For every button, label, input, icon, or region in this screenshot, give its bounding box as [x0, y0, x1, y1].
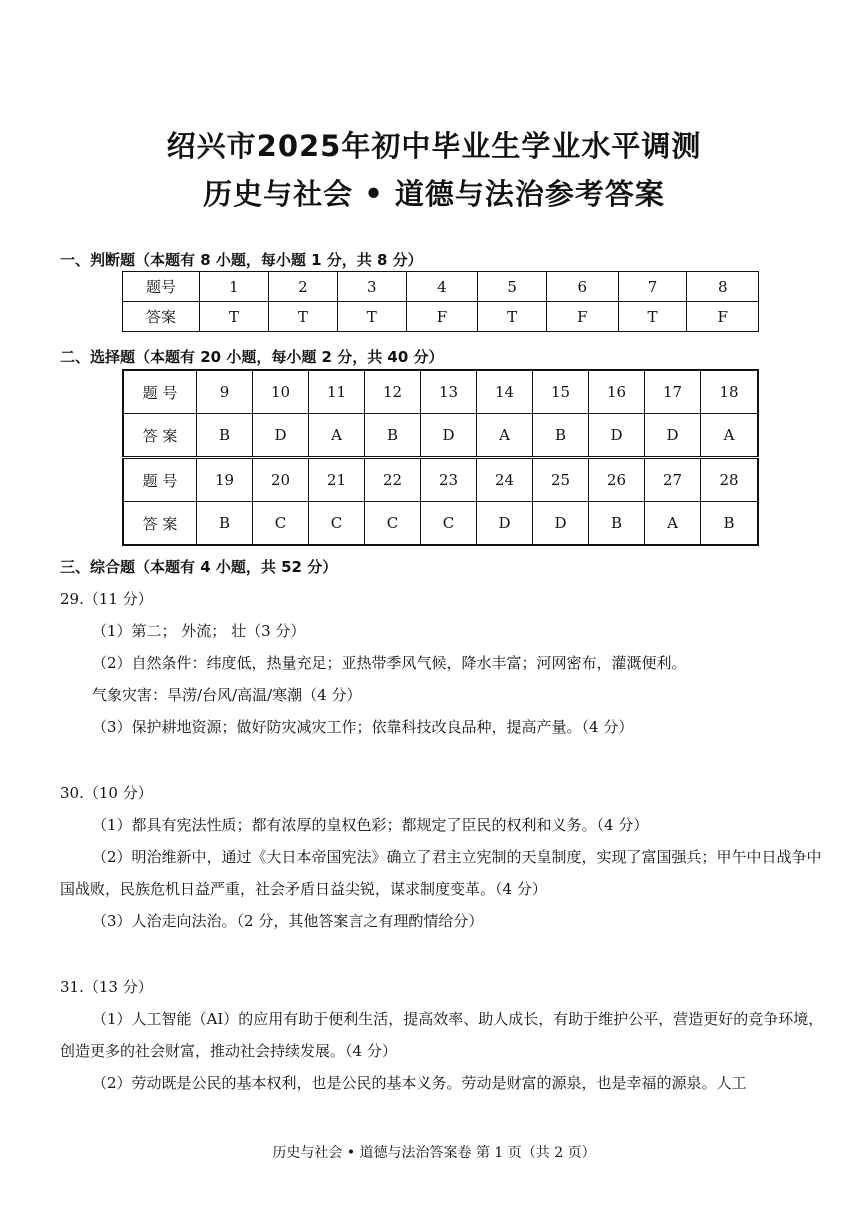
- document-title: 绍兴市2025年初中毕业生学业水平调测: [166, 129, 702, 163]
- answer-cell: B: [701, 502, 759, 546]
- question-number: 18: [701, 370, 759, 414]
- question-number: 16: [589, 370, 645, 414]
- question-number: 15: [533, 370, 589, 414]
- page-footer: 历史与社会 • 道德与法治答案卷 第 1 页（共 2 页）: [272, 1145, 596, 1161]
- row-label: 题 号: [123, 458, 197, 502]
- document-subtitle: 历史与社会 • 道德与法治参考答案: [203, 177, 665, 211]
- question-number: 6: [547, 272, 618, 302]
- question-29-part-3: （3）保护耕地资源；做好防灾减灾工作；依靠科技改良品种，提高产量。（4 分）: [92, 718, 634, 736]
- question-30-part-1: （1）都具有宪法性质；都有浓厚的皇权色彩；都规定了臣民的权利和义务。（4 分）: [92, 816, 649, 834]
- row-label: 题号: [123, 272, 200, 302]
- answer-cell: T: [200, 302, 269, 332]
- question-31-part-1: （1）人工智能（AI）的应用有助于便利生活，提高效率、助人成长，有助于维护公平，营造更好的竞争环境，创造更多的社会财富，推动社会持续发展。（4 分）: [60, 1010, 824, 1060]
- question-number: 12: [365, 370, 421, 414]
- question-number: 27: [645, 458, 701, 502]
- section3-heading: 三、综合题（本题有 4 小题，共 52 分）: [60, 558, 338, 576]
- question-31-heading: 31.（13 分）: [60, 978, 153, 996]
- answer-cell: B: [197, 502, 253, 546]
- answer-cell: D: [645, 414, 701, 458]
- true-false-answer-table: [122, 271, 759, 332]
- answer-cell: C: [421, 502, 477, 546]
- table-row: [123, 458, 758, 502]
- answer-cell: F: [406, 302, 477, 332]
- question-number: 14: [477, 370, 533, 414]
- answer-cell: B: [589, 502, 645, 546]
- answer-cell: B: [365, 414, 421, 458]
- table-row: [123, 370, 758, 414]
- table-row: [123, 502, 758, 546]
- question-number: 1: [200, 272, 269, 302]
- question-number: 22: [365, 458, 421, 502]
- answer-cell: D: [253, 414, 309, 458]
- table-row: [123, 302, 759, 332]
- question-number: 7: [618, 272, 687, 302]
- answer-cell: C: [253, 502, 309, 546]
- answer-cell: A: [309, 414, 365, 458]
- answer-cell: F: [687, 302, 759, 332]
- question-number: 20: [253, 458, 309, 502]
- question-number: 25: [533, 458, 589, 502]
- answer-cell: D: [477, 502, 533, 546]
- question-31-part-2: （2）劳动既是公民的基本权利，也是公民的基本义务。劳动是财富的源泉，也是幸福的源泉。人工: [92, 1074, 747, 1092]
- question-number: 11: [309, 370, 365, 414]
- question-number: 9: [197, 370, 253, 414]
- row-label: 答 案: [123, 414, 197, 458]
- multiple-choice-answer-table: [122, 369, 759, 546]
- answer-cell: D: [533, 502, 589, 546]
- question-30-heading: 30.（10 分）: [60, 784, 153, 802]
- question-number: 4: [406, 272, 477, 302]
- answer-cell: D: [421, 414, 477, 458]
- section2-heading: 二、选择题（本题有 20 小题，每小题 2 分，共 40 分）: [60, 348, 444, 366]
- section1-heading: 一、判断题（本题有 8 小题，每小题 1 分，共 8 分）: [60, 251, 423, 269]
- question-number: 8: [687, 272, 759, 302]
- answer-cell: D: [589, 414, 645, 458]
- question-number: 28: [701, 458, 759, 502]
- question-29-part-1: （1）第二； 外流； 壮（3 分）: [92, 622, 306, 640]
- question-30-part-3: （3）人治走向法治。（2 分，其他答案言之有理酌情给分）: [92, 912, 484, 930]
- question-number: 23: [421, 458, 477, 502]
- question-number: 26: [589, 458, 645, 502]
- answer-cell: F: [547, 302, 618, 332]
- answer-cell: B: [533, 414, 589, 458]
- question-number: 19: [197, 458, 253, 502]
- question-number: 24: [477, 458, 533, 502]
- question-30-part-2: （2）明治维新中，通过《大日本帝国宪法》确立了君主立宪制的天皇制度，实现了富国强兵；甲午中日战争中国战败，民族危机日益严重，社会矛盾日益尖锐，谋求制度变革。（4 分）: [60, 848, 822, 898]
- question-29-heading: 29.（11 分）: [60, 590, 153, 608]
- answer-cell: T: [618, 302, 687, 332]
- table-row: [123, 272, 759, 302]
- question-number: 3: [337, 272, 406, 302]
- answer-cell: A: [645, 502, 701, 546]
- row-label: 答 案: [123, 502, 197, 546]
- answer-cell: A: [701, 414, 759, 458]
- question-number: 10: [253, 370, 309, 414]
- answer-cell: T: [268, 302, 337, 332]
- answer-cell: T: [337, 302, 406, 332]
- question-number: 17: [645, 370, 701, 414]
- question-29-part-2-extra: 气象灾害：旱涝/台风/高温/寒潮（4 分）: [92, 686, 362, 704]
- question-29-part-2: （2）自然条件：纬度低，热量充足；亚热带季风气候，降水丰富；河网密布，灌溉便利。: [92, 654, 687, 672]
- question-number: 2: [268, 272, 337, 302]
- row-label: 答案: [123, 302, 200, 332]
- row-label: 题 号: [123, 370, 197, 414]
- answer-cell: A: [477, 414, 533, 458]
- answer-cell: T: [478, 302, 547, 332]
- answer-cell: C: [365, 502, 421, 546]
- question-number: 21: [309, 458, 365, 502]
- question-number: 5: [478, 272, 547, 302]
- answer-cell: B: [197, 414, 253, 458]
- answer-cell: C: [309, 502, 365, 546]
- table-row: [123, 414, 758, 458]
- question-number: 13: [421, 370, 477, 414]
